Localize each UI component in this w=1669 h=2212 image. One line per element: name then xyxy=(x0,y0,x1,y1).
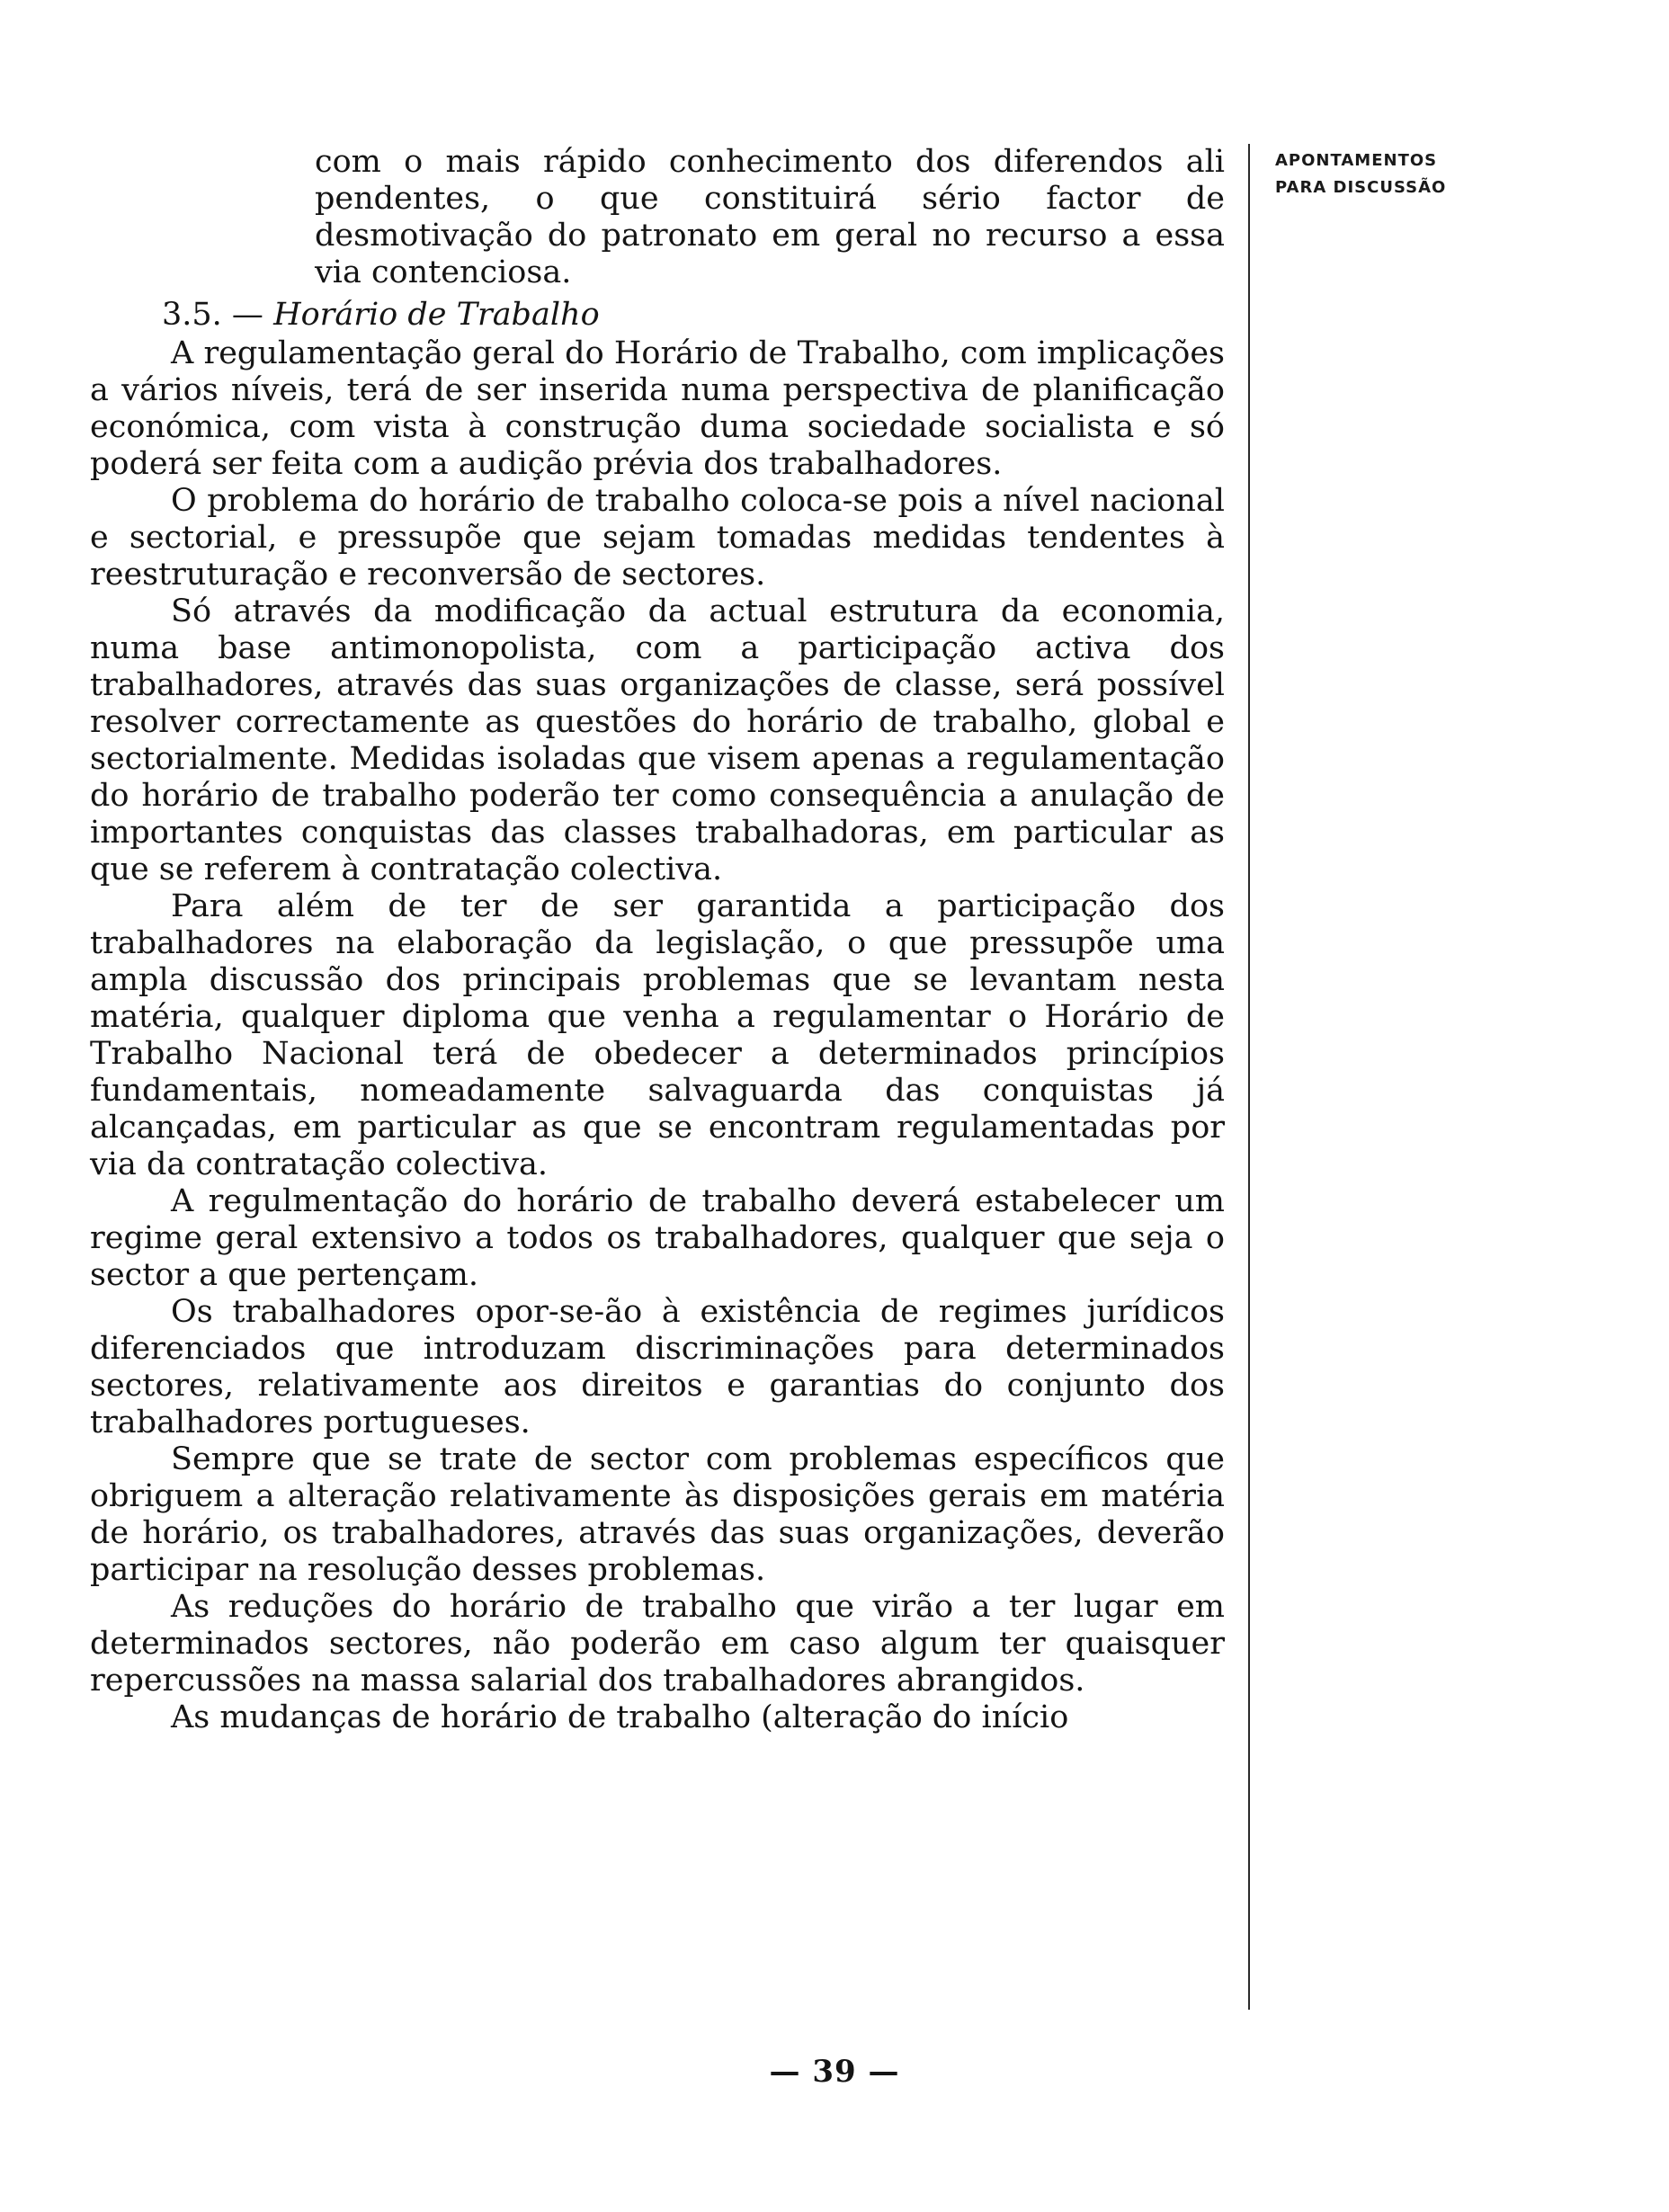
section-heading xyxy=(90,297,1225,334)
continuation-paragraph: com o mais rápido conhecimento dos diferendos ali pendentes, o que constituirá sério factor de desmotivação do patronato em geral no recurso a essa via contenciosa. xyxy=(315,144,1225,290)
body-paragraph: Os trabalhadores opor-se-ão à existência de regimes jurídicos diferenciados que introduzam discriminações para determinados sectores, relativamente aos direitos e garantias do conjunto dos trabalhadores portugueses. xyxy=(90,1294,1225,1440)
margin-note-line: PARA DISCUSSÃO xyxy=(1275,178,1447,197)
body-paragraph: As mudanças de horário de trabalho (alteração do início xyxy=(171,1699,1069,1735)
body-paragraph: O problema do horário de trabalho coloca-se pois a nível nacional e sectorial, e pressupõe que sejam tomadas medidas tendentes à reestruturação e reconversão de sectores. xyxy=(90,483,1225,593)
body-paragraph: Para além de ter de ser garantida a participação dos trabalhadores na elaboração da legislação, o que pressupõe uma ampla discussão dos principais problemas que se levantam nesta matéria, qualquer diploma que venha a regulamentar o Horário de Trabalho Nacional terá de obedecer a determinados princípios fundamentais, nomeadamente salvaguarda das conquistas já alcançadas, em particular as que se encontram regulamentadas por via da contratação colectiva. xyxy=(90,888,1225,1182)
main-text-column xyxy=(90,144,1225,1736)
body-paragraph: Sempre que se trate de sector com problemas específicos que obriguem a alteração relativamente às disposições gerais em matéria de horário, os trabalhadores, através das suas organizações, deverão participar na resolução desses problemas. xyxy=(90,1441,1225,1588)
body-paragraph: A regulamentação geral do Horário de Trabalho, com implicações a vários níveis, terá de ser inserida numa perspectiva de planificação económica, com vista à construção duma sociedade socialista e só poderá ser feita com a audição prévia dos trabalhadores. xyxy=(90,335,1225,482)
page-number: — 39 — xyxy=(769,2054,900,2090)
section-number: 3.5. — xyxy=(162,297,263,333)
body-paragraph: A regulmentação do horário de trabalho deverá estabelecer um regime geral extensivo a todos os trabalhadores, qualquer que seja o sector a que pertençam. xyxy=(90,1183,1225,1293)
body-paragraph: Só através da modificação da actual estrutura da economia, numa base antimonopolista, com a participação activa dos trabalhadores, através das suas organizações de classe, será possível resolver correctamente as questões do horário de trabalho, global e sectorialmente. Medidas isoladas que visem apenas a regulamentação do horário de trabalho poderão ter como consequência a anulação de importantes conquistas das classes trabalhadoras, em particular as que se referem à contratação colectiva. xyxy=(90,593,1225,887)
margin-note xyxy=(1275,147,1545,201)
body-paragraph: As reduções do horário de trabalho que virão a ter lugar em determinados sectores, não poderão em caso algum ter quaisquer repercussões na massa salarial dos trabalhadores abrangidos. xyxy=(90,1589,1225,1699)
margin-note-line: APONTAMENTOS xyxy=(1275,151,1438,170)
margin-divider xyxy=(1248,144,1250,2010)
section-title: Horário de Trabalho xyxy=(273,297,600,333)
